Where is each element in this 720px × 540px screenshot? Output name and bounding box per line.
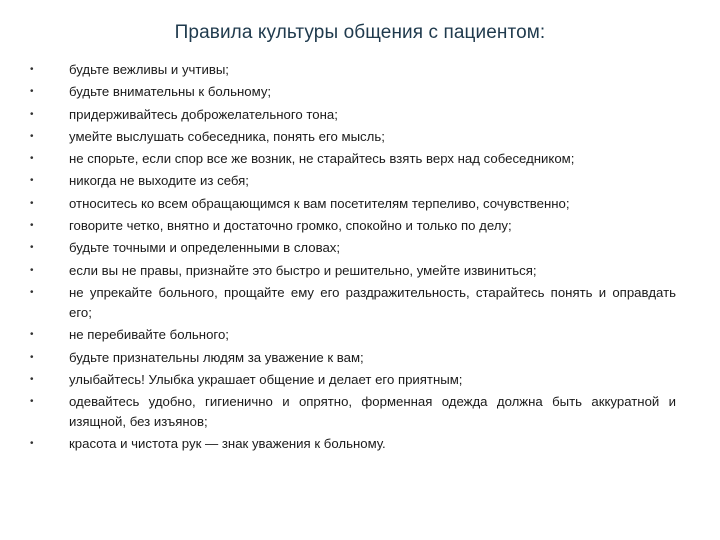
rule-text: говорите четко, внятно и достаточно громко, спокойно и только по делу;	[69, 218, 512, 234]
rules-list	[24, 60, 676, 457]
rule-item	[24, 348, 676, 368]
rule-item	[24, 105, 676, 125]
rule-item	[24, 149, 676, 169]
bullet-icon: •	[30, 153, 34, 165]
rule-item	[24, 434, 676, 454]
rule-text: умейте выслушать собеседника, понять его мысль;	[69, 128, 385, 144]
rule-text: красота и чистота рук — знак уважения к больному.	[69, 436, 386, 452]
bullet-icon: •	[30, 197, 34, 209]
rule-item	[24, 82, 676, 102]
bullet-icon: •	[30, 175, 34, 187]
rule-item	[24, 238, 676, 258]
rule-item	[24, 392, 676, 432]
rule-text: не спорьте, если спор все же возник, не старайтесь взять верх над собеседником;	[69, 151, 575, 167]
bullet-icon: •	[30, 351, 34, 363]
rule-item	[24, 194, 676, 214]
rule-item	[24, 261, 676, 281]
rule-text: улыбайтесь! Улыбка украшает общение и делает его приятным;	[69, 371, 463, 387]
rule-text: будьте признательны людям за уважение к вам;	[69, 349, 364, 365]
rule-text: придерживайтесь доброжелательного тона;	[69, 106, 338, 122]
slide-title: Правила культуры общения с пациентом:	[174, 22, 546, 43]
rule-text: одевайтесь удобно, гигиенично и опрятно, форменная одежда должна быть аккуратной и изящной, без изъянов;	[69, 394, 676, 430]
bullet-icon: •	[30, 242, 34, 254]
rule-text: будьте вежливы и учтивы;	[69, 62, 229, 77]
bullet-icon: •	[30, 220, 34, 232]
rule-text: будьте внимательны к больному;	[69, 84, 272, 100]
bullet-icon: •	[30, 438, 34, 450]
rule-text: не упрекайте больного, прощайте ему его раздражительность, старайтесь понять и оправдать его;	[69, 284, 676, 320]
rule-item	[24, 325, 676, 345]
rule-item	[24, 283, 676, 323]
rule-item	[24, 171, 676, 191]
bullet-icon: •	[30, 396, 34, 408]
rule-text: не перебивайте больного;	[69, 327, 229, 343]
bullet-icon: •	[30, 286, 34, 298]
bullet-icon: •	[30, 108, 34, 120]
bullet-icon: •	[30, 373, 34, 385]
rule-item	[24, 60, 676, 80]
bullet-icon: •	[30, 64, 34, 75]
rule-text: будьте точными и определенными в словах;	[69, 240, 341, 256]
rule-item	[24, 127, 676, 147]
bullet-icon: •	[30, 86, 34, 98]
bullet-icon: •	[30, 130, 34, 142]
rule-text: относитесь ко всем обращающимся к вам посетителям терпеливо, сочувственно;	[69, 195, 570, 211]
bullet-icon: •	[30, 329, 34, 341]
rule-item	[24, 216, 676, 236]
rule-text: никогда не выходите из себя;	[69, 173, 249, 189]
rule-text: если вы не правы, признайте это быстро и решительно, умейте извиниться;	[69, 262, 537, 278]
rule-item	[24, 370, 676, 390]
bullet-icon: •	[30, 264, 34, 276]
